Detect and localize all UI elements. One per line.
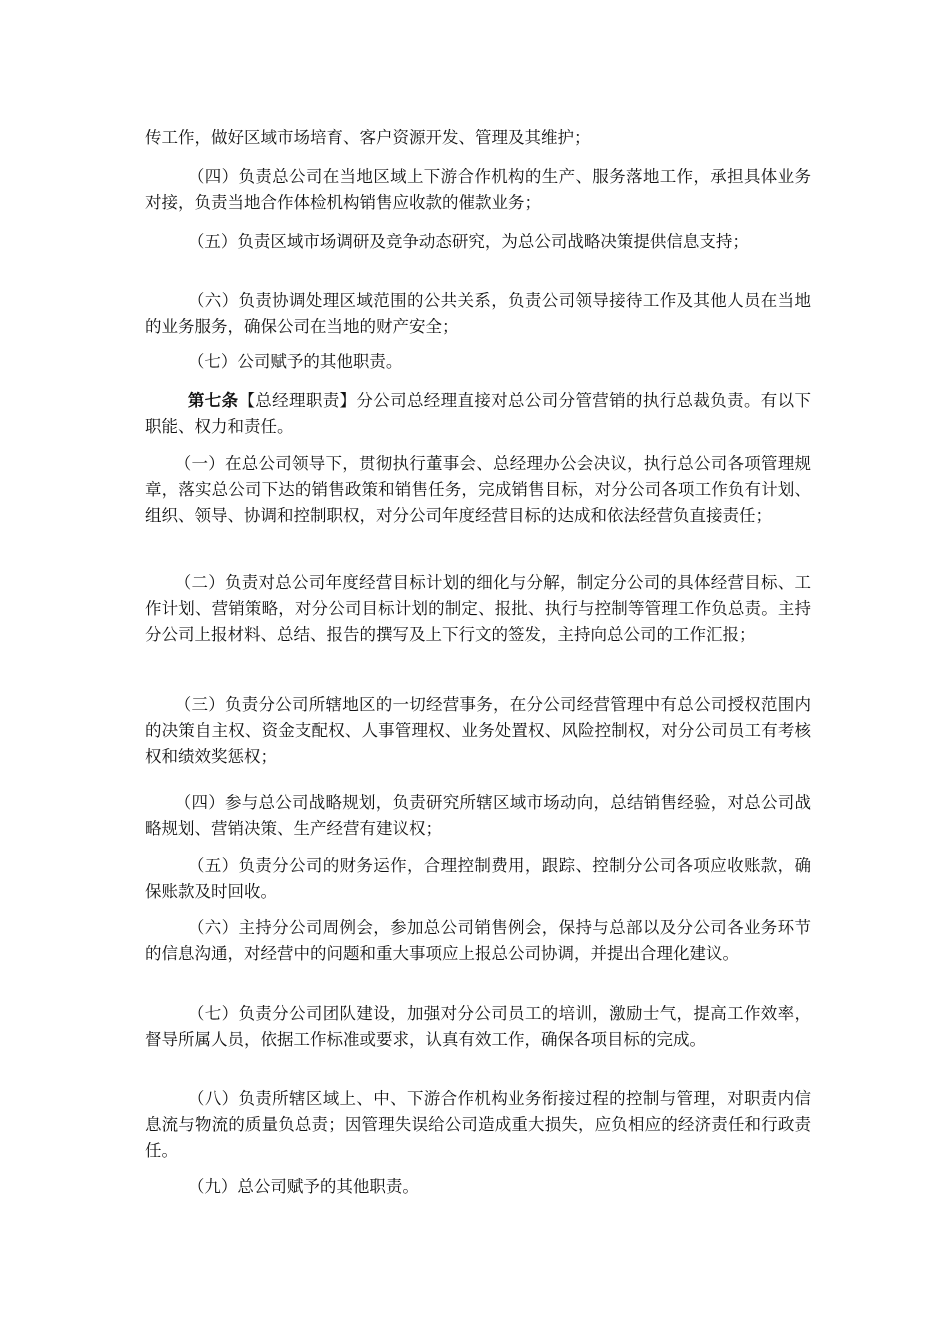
paragraph-gm-duty-6 xyxy=(145,915,811,967)
paragraph-text: （一）在总公司领导下，贯彻执行董事会、总经理办公会决议，执行总公司各项管理规章，落实总公司下达的销售政策和销售任务，完成销售目标，对分公司各项工作负有计划、组织、领导、协调和控制职权，对分公司年度经营目标的达成和依法经营负直接责任； xyxy=(145,454,811,525)
paragraph-gm-duty-3 xyxy=(145,692,811,770)
paragraph-gm-duty-9 xyxy=(145,1174,811,1200)
paragraph-gm-duty-7 xyxy=(145,1001,811,1053)
paragraph-gm-duty-4 xyxy=(145,790,811,842)
paragraph-text: （七）负责分公司团队建设，加强对分公司员工的培训，激励士气，提高工作效率，督导所属人员，依据工作标准或要求，认真有效工作，确保各项目标的完成。 xyxy=(145,1004,811,1049)
paragraph-gm-duty-2 xyxy=(145,570,811,648)
paragraph-text: （六）主持分公司周例会，参加总公司销售例会，保持与总部以及分公司各业务环节的信息沟通，对经营中的问题和重大事项应上报总公司协调，并提出合理化建议。 xyxy=(145,918,811,963)
paragraph-branch-duty-4 xyxy=(145,164,811,216)
paragraph-branch-duty-7 xyxy=(145,349,811,375)
paragraph-gm-duty-8 xyxy=(145,1086,811,1164)
paragraph-text: 传工作，做好区域市场培育、客户资源开发、管理及其维护； xyxy=(145,128,591,147)
paragraph-text: （二）负责对总公司年度经营目标计划的细化与分解，制定分公司的具体经营目标、工作计划、营销策略，对分公司目标计划的制定、报批、执行与控制等管理工作负总责。主持分公司上报材料、总结、报告的撰写及上下行文的签发，主持向总公司的工作汇报； xyxy=(145,573,811,644)
paragraph-text: （八）负责所辖区域上、中、下游合作机构业务衔接过程的控制与管理，对职责内信息流与物流的质量负总责；因管理失误给公司造成重大损失，应负相应的经济责任和行政责任。 xyxy=(145,1089,811,1160)
paragraph-gm-duty-5 xyxy=(145,853,811,905)
paragraph-text: （四）参与总公司战略规划，负责研究所辖区域市场动向，总结销售经验，对总公司战略规划、营销决策、生产经营有建议权； xyxy=(145,793,811,838)
paragraph-branch-duty-5 xyxy=(145,229,811,255)
paragraph-text: （六）负责协调处理区域范围的公共关系，负责公司领导接待工作及其他人员在当地的业务服务，确保公司在当地的财产安全； xyxy=(145,291,811,336)
paragraph-text: （五）负责区域市场调研及竞争动态研究，为总公司战略决策提供信息支持； xyxy=(187,232,749,251)
article-number: 第七条 xyxy=(187,391,239,410)
paragraph-branch-duty-6 xyxy=(145,288,811,340)
paragraph-text: （九）总公司赋予的其他职责。 xyxy=(187,1177,419,1196)
paragraph-text: （四）负责总公司在当地区域上下游合作机构的生产、服务落地工作，承担具体业务对接，负责当地合作体检机构销售应收款的催款业务； xyxy=(145,167,811,212)
paragraph-continuation xyxy=(145,125,811,151)
paragraph-gm-duty-1 xyxy=(145,451,811,529)
article-7-heading-paragraph xyxy=(145,388,811,440)
paragraph-text: （七）公司赋予的其他职责。 xyxy=(187,352,403,371)
paragraph-text: 【总经理职责】分公司总经理直接对总公司分管营销的执行总裁负责。有以下职能、权力和责任。 xyxy=(145,391,812,436)
paragraph-text: （三）负责分公司所辖地区的一切经营事务，在分公司经营管理中有总公司授权范围内的决策自主权、资金支配权、人事管理权、业务处置权、风险控制权，对分公司员工有考核权和绩效奖惩权； xyxy=(145,695,811,766)
paragraph-text: （五）负责分公司的财务运作，合理控制费用，跟踪、控制分公司各项应收账款，确保账款及时回收。 xyxy=(145,856,811,901)
